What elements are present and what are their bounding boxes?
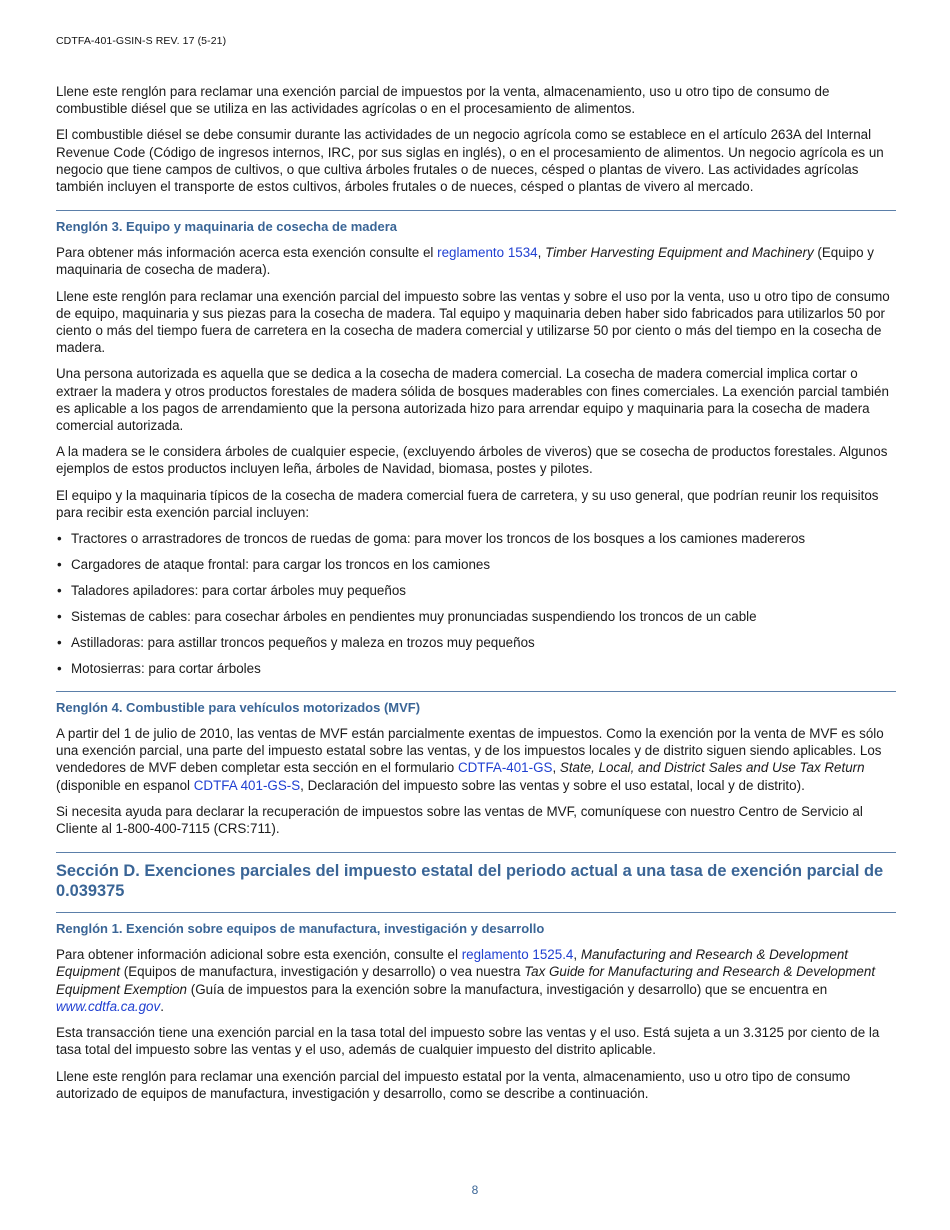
line-3-paragraph-4: A la madera se le considera árboles de cualquier especie, (excluyendo árboles de viveros) que se cosecha de productos forestales. Algunos ejemplos de estos productos incluyen leña, árboles de Navidad, biomasa, postes y pilotes. (56, 444, 888, 477)
line-4-heading: Renglón 4. Combustible para vehículos motorizados (MVF) (56, 700, 421, 716)
line-4-paragraph-2: Si necesita ayuda para declarar la recuperación de impuestos sobre las ventas de MVF, comuníquese con nuestro Centro de Servicio al Cliente al 1-800-400-7115 (CRS:711). (56, 803, 863, 837)
form-identifier: CDTFA-401-GSIN-S REV. 17 (5-21) (56, 35, 227, 47)
bullet-icon: • (57, 557, 62, 573)
intro-paragraph-2: El combustible diésel se debe consumir durante las actividades de un negocio agrícola como se establece en el artículo 263A del Internal Revenue Code (Código de ingresos internos, IRC, por sus siglas en inglés), o en el procesamiento de alimentos. Un negocio agrícola es un negocio que tiene campos de cultivos, o que cultiva árboles frutales o de nueces, césped o plantas de vivero. Las actividades agrícolas también incluyen el transporte de estos cultivos, árboles frutales o de nueces, césped o plantas de vivero al mercado. (56, 127, 884, 195)
list-item: • Astilladoras: para astillar troncos pequeños y maleza en trozos muy pequeños (57, 635, 535, 651)
section-divider (56, 852, 896, 853)
regulation-1534-link[interactable]: reglamento 1534 (437, 245, 538, 261)
bullet-icon: • (57, 661, 62, 677)
page-number: 8 (471, 1183, 479, 1197)
line-3-heading: Renglón 3. Equipo y maquinaria de cosecha de madera (56, 219, 397, 235)
section-d-paragraph-3: Llene este renglón para reclamar una exención parcial del impuesto estatal por la venta, almacenamiento, uso u otro tipo de consumo autorizado de equipos de manufactura, investigación y desarrollo, como se describe a continuación. (56, 1068, 851, 1101)
section-d-paragraph-2: Esta transacción tiene una exención parcial en la tasa total del impuesto sobre las ventas y el uso. Está sujeta a un 3.3125 por ciento de la tasa total del impuesto sobre las ventas y el uso, además de cualquier impuesto del distrito aplicable. (56, 1025, 880, 1058)
cdtfa-website-link[interactable]: www.cdtfa.ca.gov (56, 998, 161, 1014)
bullet-icon: • (57, 583, 62, 599)
equipment-list (56, 530, 896, 677)
section-d-paragraph-1: Para obtener información adicional sobre esta exención, consulte el reglamento 1525.4, Manufacturing and Research & Development Equipment (Equipos de manufactura, investigación y desarrollo) o vea nuestra Tax Guide for Manufacturing and Research & Development Equipment Exemption (Guía de impuestos para la exención sobre la manufactura, investigación y desarrollo) que se encuentra en www.cdtfa.ca.gov. (56, 947, 876, 1014)
section-d-heading: Sección D. Exenciones parciales del impuesto estatal del periodo actual a una tasa de exención parcial de 0.039375 (56, 862, 884, 901)
bullet-icon: • (57, 635, 62, 651)
line-3-paragraph-2: Llene este renglón para reclamar una exención parcial del impuesto sobre las ventas y sobre el uso por la venta, uso u otro tipo de consumo de equipo, maquinaria y sus piezas para la cosecha de madera. Tal equipo y maquinaria deben haber sido fabricados para utilizarlos 50 por ciento o más del tiempo fuera de carretera en la cosecha de madera comercial y utilizarse 50 por ciento o más del tiempo en la cosecha de madera. (56, 288, 890, 356)
line-3-paragraph-5: El equipo y la maquinaria típicos de la cosecha de madera comercial fuera de carretera, y su uso general, que podrían reunir los requisitos para recibir esta exención parcial incluyen: (56, 487, 879, 520)
list-item: • Motosierras: para cortar árboles (57, 661, 261, 677)
bullet-icon: • (57, 531, 62, 547)
line-3-paragraph-3: Una persona autorizada es aquella que se dedica a la cosecha de madera comercial. La cosecha de madera comercial implica cortar o extraer la madera y otros productos forestales de madera sólida de bosques maderables con fines comerciales. La exención parcial también es aplicable a los pagos de arrendamiento que la persona autorizada hizo para arrendar equipo y maquinaria para la cosecha de madera comercial autorizada. (56, 366, 889, 434)
bullet-icon: • (57, 609, 62, 625)
line-3-paragraph-1: Para obtener más información acerca esta exención consulte el reglamento 1534, Timber Harvesting Equipment and Machinery (Equipo y maquinaria de cosecha de madera). (56, 245, 874, 278)
list-item: • Taladores apiladores: para cortar árboles muy pequeños (57, 583, 406, 599)
list-item: • Sistemas de cables: para cosechar árboles en pendientes muy pronunciadas suspendiendo los troncos de un cable (57, 609, 757, 625)
form-cdtfa-401-gs-link[interactable]: CDTFA-401-GS (457, 760, 553, 776)
document-body (56, 83, 896, 1111)
list-item: • Tractores o arrastradores de troncos de ruedas de goma: para mover los troncos de los bosques a los camiones madereros (57, 531, 806, 547)
section-divider (56, 691, 896, 692)
list-item: • Cargadores de ataque frontal: para cargar los troncos en los camiones (57, 557, 491, 573)
line-4-paragraph-1: A partir del 1 de julio de 2010, las ventas de MVF están parcialmente exentas de impuestos. Como la exención por la venta de MVF es sólo una exención parcial, una parte del impuesto estatal sobre las ventas, y de los impuestos locales y de distrito siguen siendo aplicables. Los vendedores de MVF deben completar esta sección en el formulario CDTFA-401-GS, State, Local, and District Sales and Use Tax Return (disponible en espanol CDTFA 401-GS-S, Declaración del impuesto sobre las ventas y sobre el uso estatal, local y de distrito). (56, 726, 884, 793)
intro-paragraph-1: Llene este renglón para reclamar una exención parcial de impuestos por la venta, almacenamiento, uso u otro tipo de consumo de combustible diésel que se utiliza en las actividades agrícolas o en el procesamiento de alimentos. (56, 84, 830, 117)
section-divider (56, 912, 896, 913)
section-d-line-1-heading: Renglón 1. Exención sobre equipos de manufactura, investigación y desarrollo (56, 921, 545, 937)
section-divider (56, 210, 896, 211)
form-cdtfa-401-gs-s-link[interactable]: CDTFA 401-GS-S (193, 777, 301, 793)
regulation-1525-4-link[interactable]: reglamento 1525.4 (461, 947, 574, 963)
